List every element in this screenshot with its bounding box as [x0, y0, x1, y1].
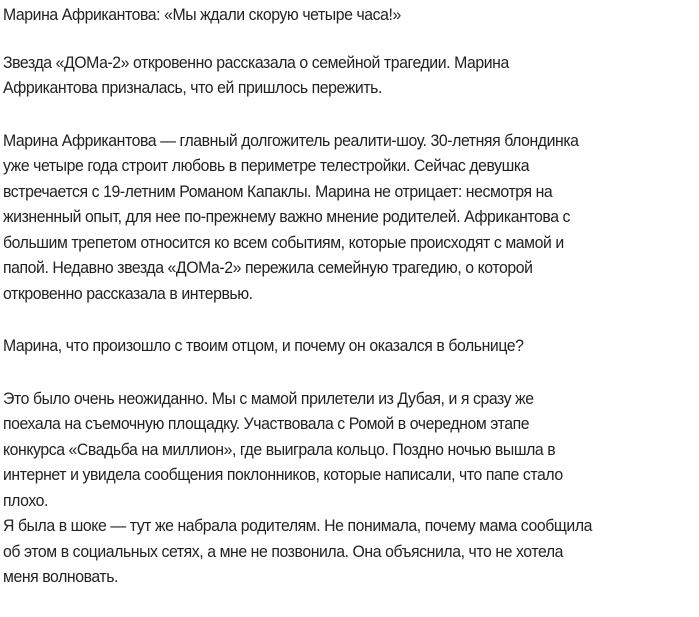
text-line: уже четыре года строит любовь в периметре телестройки. Сейчас девушка: [3, 156, 530, 175]
text-line: жизненный опыт, для нее по-прежнему важно мнение родителей. Африкантова с: [3, 207, 571, 226]
text-line: Марина Африкантова — главный долгожитель реалити-шоу. 30-летняя блондинка: [3, 130, 579, 150]
text-line: Марина Африкантова: «Мы ждали скорую четыре часа!»: [3, 5, 401, 24]
text-line: Африкантова призналась, что ей пришлось пережить.: [3, 78, 382, 97]
text-line: интернет и увидела сообщения поклонников, которые написали, что папе стало: [3, 465, 563, 484]
text-line: меня волновать.: [3, 567, 119, 586]
article-title: [3, 2, 699, 28]
interview-question: [3, 333, 699, 359]
text-line: встречается с 19-летним Романом Капаклы. Марина не отрицает: несмотря на: [3, 181, 553, 201]
text-line: папой. Недавно звезда «ДОМа-2» пережила семейную трагедию, о которой: [3, 258, 533, 277]
text-line: Марина, что произошло с твоим отцом, и почему он оказался в больнице?: [3, 336, 524, 355]
intro-paragraph: [3, 128, 699, 307]
text-line: Звезда «ДОМа-2» откровенно рассказала о семейной трагедии. Марина: [3, 52, 509, 72]
article: [3, 2, 699, 617]
text-line: поехала на съемочную площадку. Участвовала с Ромой в очередном этапе: [3, 414, 530, 433]
answer-paragraph: [3, 386, 699, 514]
text-line: откровенно рассказала в интервью.: [3, 283, 253, 303]
text-line: большим трепетом относится ко всем событиям, которые происходят с мамой и: [3, 232, 564, 252]
lead-paragraph: [3, 50, 699, 101]
text-line: Это было очень неожиданно. Мы с мамой прилетели из Дубая, и я сразу же: [3, 388, 534, 408]
answer-paragraph: [3, 513, 699, 590]
text-line: плохо.: [3, 490, 48, 510]
text-line: Я была в шоке — тут же набрала родителям. Не понимала, почему мама сообщила: [3, 516, 593, 535]
text-line: конкурса «Свадьба на миллион», где выиграла кольцо. Поздно ночью вышла в: [3, 439, 556, 459]
text-line: об этом в социальных сетях, а мне не позвонила. Она объяснила, что не хотела: [3, 541, 564, 561]
